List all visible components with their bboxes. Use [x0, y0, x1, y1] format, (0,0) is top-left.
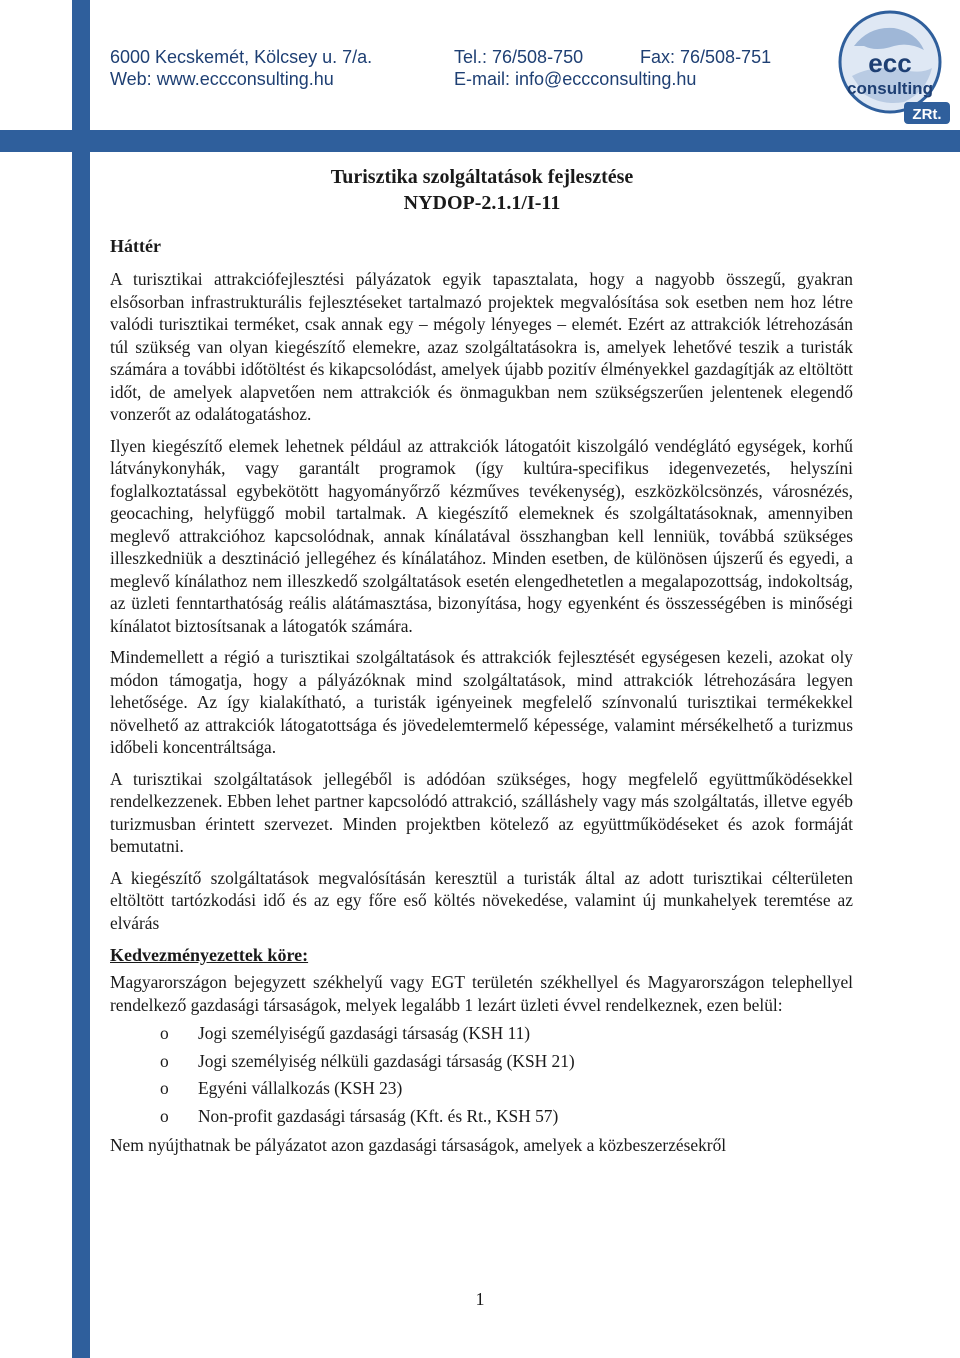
background-paragraph-5: A kiegészítő szolgáltatások megvalósításán keresztül a turisták által az adott turisztikai célterületen eltöltött tartózkodási idő és az egy főre eső költés növekedése, valamint új munkahelyek teremtése az elvárás [110, 867, 853, 933]
bullet-marker: o [160, 1050, 169, 1071]
list-item-text: Jogi személyiség nélküli gazdasági társaság (KSH 21) [198, 1050, 575, 1071]
company-logo [824, 6, 950, 126]
beneficiaries-exclusion: Nem nyújthatnak be pályázatot azon gazdasági társaságok, amelyek a közbeszerzésekről [110, 1135, 727, 1156]
list-item [160, 1020, 853, 1048]
contact-row-2 [110, 68, 810, 90]
beneficiaries-list [110, 1020, 853, 1130]
title-line-2: NYDOP-2.1.1/I-11 [403, 192, 561, 214]
list-item-text: Non-profit gazdasági társaság (Kft. és Rt., KSH 57) [198, 1105, 559, 1126]
list-item-text: Egyéni vállalkozás (KSH 23) [198, 1078, 403, 1099]
list-item [160, 1048, 853, 1076]
list-item [160, 1075, 853, 1103]
bullet-marker: o [160, 1105, 169, 1126]
document-title [300, 164, 664, 216]
page-number: 1 [475, 1289, 485, 1309]
logo-word: consulting [847, 79, 933, 98]
web-text: Web: www.eccconsulting.hu [110, 69, 334, 89]
contact-row-1 [110, 46, 810, 68]
left-brand-bar [72, 0, 90, 1358]
fax-text: Fax: 76/508-751 [640, 47, 772, 67]
list-item [160, 1103, 853, 1131]
beneficiaries-heading: Kedvezményezettek köre: [110, 945, 309, 965]
logo-suffix: ZRt. [912, 106, 942, 123]
background-paragraph-3: Mindemellett a régió a turisztikai szolgáltatások és attrakciók fejlesztését egységesen kezeli, azokat oly módon támogatja, hogy a pályázóknak mind szolgáltatások, mind attrakciók létrehozására legyen lehetősége. Az így kialakítható, a turisták igényeinek megfelelő színvonalú turisztikai termékekkel növelhető az attrakciók látogatottsága és jövedelemtermelő képessége, valamint mérsékelhető a turizmus időbeli koncentráltsága. [110, 647, 853, 757]
logo-mark: ecc [868, 48, 912, 78]
email-text: E-mail: info@eccconsulting.hu [454, 69, 697, 89]
background-heading: Háttér [110, 236, 161, 256]
list-item-text: Jogi személyiségű gazdasági társaság (KSH 11) [198, 1023, 531, 1043]
bullet-marker: o [160, 1023, 169, 1043]
phone-text: Tel.: 76/508-750 [454, 47, 584, 67]
header-brand-bar [0, 130, 960, 152]
address-text: 6000 Kecskemét, Kölcsey u. 7/a. [110, 47, 373, 67]
contact-block [110, 46, 810, 90]
background-paragraph-1: A turisztikai attrakciófejlesztési pályázatok egyik tapasztalata, hogy a nagyobb összegű, gyakran elsősorban infrastrukturális fejlesztéseket tartalmazó projektek megvalósítása sok esetben nem hoz létre valódi turisztikai terméket, csak annak egy – mégoly lényeges – elemét. Ezért az attrakciók létrehozásán túl szükség van olyan kiegészítő elemekre, azaz szolgáltatásokra is, amelyek lehetővé teszik a turisták számára a további időtöltést és kikapcsolódást, amelyek újabb pozitív élményekkel gazdagítják az eltöltött időt, de amelyek alapvetően nem attrakciók és önmagukban nem szükségszerűen jelentenek elegendő vonzerőt az odalátogatáshoz. [110, 269, 853, 424]
title-line-1: Turisztika szolgáltatások fejlesztése [330, 166, 634, 188]
document-body [110, 234, 853, 1157]
background-paragraph-4: A turisztikai szolgáltatások jellegéből is adódóan szükséges, hogy megfelelő együttműködésekkel rendelkezzenek. Ebben lehet partner kapcsolódó attrakció, szálláshely vagy más szolgáltatás, illetve egyéb turizmusban érintett szervezet. Minden projektben kötelező az együttműködéseket és azok formáját bemutatni. [110, 768, 853, 856]
beneficiaries-intro: Magyarországon bejegyzett székhelyű vagy EGT területén székhellyel és Magyarországon telephellyel rendelkező gazdasági társaságok, melyek legalább 1 lezárt üzleti évvel rendelkeznek, ezen belül: [110, 972, 853, 1015]
background-paragraph-2: Ilyen kiegészítő elemek lehetnek például az attrakciók látogatóit kiszolgáló vendéglátó egységek, korhű látványkonyhák, vagy garantált programok (így kultúra-specifikus idegenvezetés, helyszíni foglalkoztatással egybekötött hagyományőrző kézműves tevékenység), eszközkölcsönzés, városnézés, geocaching, helyfüggő mobil tartalmak. A kiegészítő elemeknek és szolgáltatásoknak, amennyiben meglevő attrakcióhoz kapcsolódnak, annak kínálatával összhangban kell lenniük, továbbá szükséges illeszkedniük a desztináció jellegéhez és kínálatához. Minden esetben, de különösen újszerű és egyedi, a meglevő kínálathoz nem illeszkedő szolgáltatások esetén elengedhetetlen a megalapozottság, indokoltság, az üzleti fenntarthatóság reális alátámasztása, bizonyítása, hogy egyenként és összességében is minőségi kínálatot biztosítsanak a látogatók számára. [110, 435, 853, 636]
bullet-marker: o [160, 1078, 169, 1099]
